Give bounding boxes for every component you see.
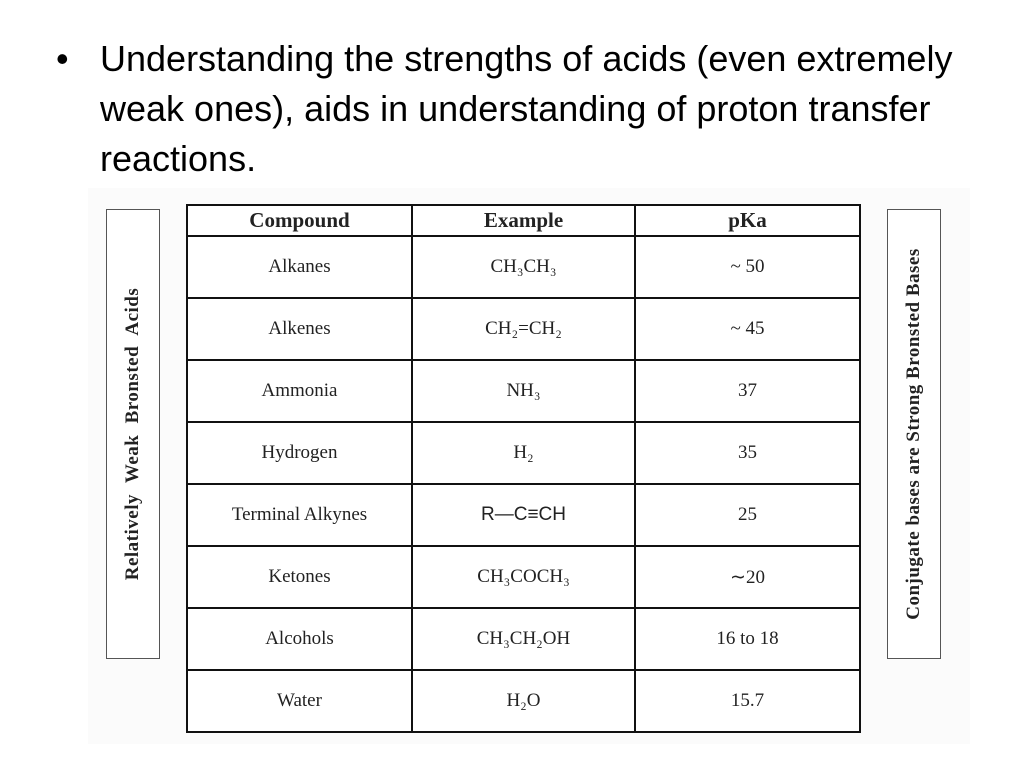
compound-cell: Alcohols: [187, 608, 412, 670]
example-cell: H₂: [412, 422, 635, 484]
example-cell: H₂O: [412, 670, 635, 732]
table-row: [187, 546, 860, 608]
example-cell: CH₃CH₃: [412, 236, 635, 298]
table-row: [187, 484, 860, 546]
pka-cell: 25: [635, 484, 860, 546]
compound-cell: Alkenes: [187, 298, 412, 360]
bullet-symbol: •: [56, 38, 69, 79]
compound-cell: Water: [187, 670, 412, 732]
example-cell: NH₃: [412, 360, 635, 422]
pka-cell: 16 to 18: [635, 608, 860, 670]
compound-cell: Terminal Alkynes: [187, 484, 412, 546]
pka-cell: 35: [635, 422, 860, 484]
left-side-label: Relatively Weak Bronsted Acids: [122, 287, 143, 581]
compound-cell: Ketones: [187, 546, 412, 608]
header-compound: Compound: [187, 205, 412, 236]
bullet-point: [56, 34, 976, 184]
compound-cell: Ammonia: [187, 360, 412, 422]
pka-cell: 37: [635, 360, 860, 422]
left-side-label-box: [106, 209, 160, 659]
table-row: [187, 670, 860, 732]
table-row: [187, 360, 860, 422]
example-cell: CH₃CH₂OH: [412, 608, 635, 670]
bullet-text: Understanding the strengths of acids (even extremely weak ones), aids in understanding of proton transfer reactions.: [100, 38, 953, 179]
table-row: [187, 608, 860, 670]
compound-cell: Alkanes: [187, 236, 412, 298]
table-row: [187, 298, 860, 360]
table-row: [187, 422, 860, 484]
pka-cell: 15.7: [635, 670, 860, 732]
header-example: Example: [412, 205, 635, 236]
table-header-row: [187, 205, 860, 236]
pka-cell: ~ 45: [635, 298, 860, 360]
compound-cell: Hydrogen: [187, 422, 412, 484]
example-cell: CH₃COCH₃: [412, 546, 635, 608]
pka-cell: ∼20: [635, 546, 860, 608]
pka-table: [186, 204, 861, 733]
right-side-label: Conjugate bases are Strong Bronsted Bases: [903, 248, 924, 620]
table-row: [187, 236, 860, 298]
example-cell: CH₂=CH₂: [412, 298, 635, 360]
right-side-label-box: [887, 209, 941, 659]
pka-cell: ~ 50: [635, 236, 860, 298]
example-cell: R—C≡CH: [412, 484, 635, 546]
header-pka: pKa: [635, 205, 860, 236]
